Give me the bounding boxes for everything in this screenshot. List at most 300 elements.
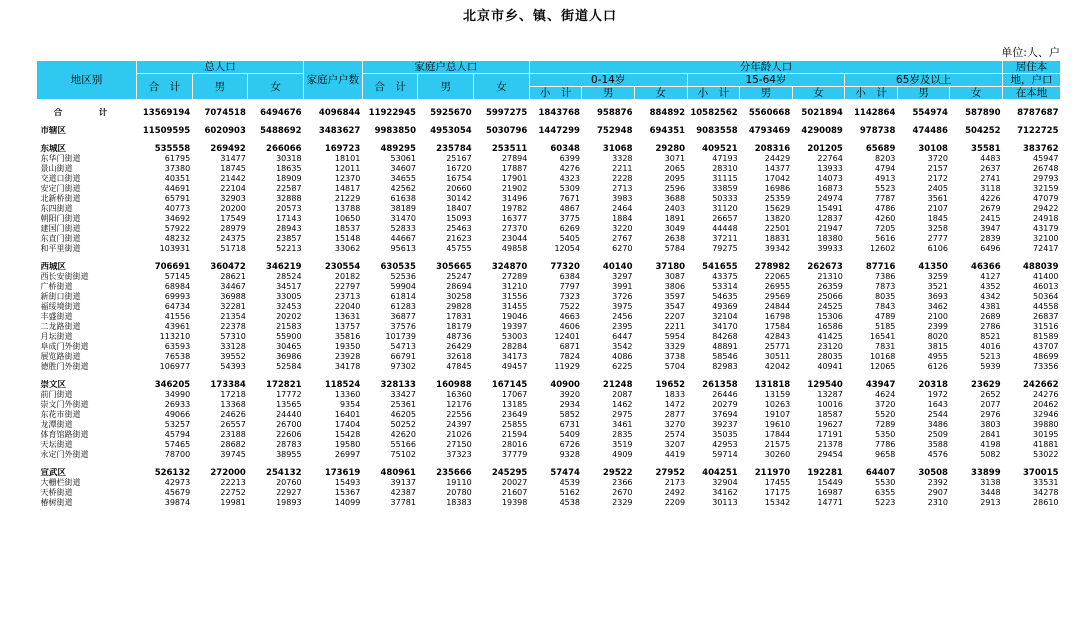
value-cell: 20200 [220,204,246,213]
table-row [37,302,1061,312]
value-cell: 5704 [664,362,686,371]
value-cell: 5309 [559,184,580,193]
header-total: 合 计 [362,74,418,100]
value-cell: 32453 [276,302,302,311]
value-cell: 47193 [712,154,738,163]
value-cell: 87716 [865,262,896,272]
value-cell: 4663 [559,312,580,321]
value-cell: 15428 [334,430,361,439]
value-cell: 26955 [764,282,791,291]
value-cell: 2835 [612,430,633,439]
spacer-row [37,136,1061,144]
value-cell: 32159 [1033,184,1059,193]
value-cell: 41556 [164,312,191,321]
value-cell: 22501 [764,224,791,233]
value-cell: 5185 [875,322,896,331]
value-cell: 14073 [817,174,843,183]
value-cell: 13933 [817,164,843,173]
value-cell: 6270 [612,244,633,253]
value-cell: 59714 [712,450,738,459]
value-cell: 25771 [764,342,791,351]
value-cell: 5021894 [801,108,843,118]
region-name-cell: 东城区 [40,144,67,154]
value-cell: 32281 [220,302,246,311]
table-row [37,272,1061,282]
value-cell: 2310 [927,498,948,507]
value-cell: 19580 [334,440,361,449]
value-cell: 3259 [927,272,948,281]
value-cell: 2713 [612,184,633,193]
value-cell: 6355 [875,488,896,497]
value-cell: 13820 [764,214,791,223]
value-cell: 84268 [712,332,738,341]
value-cell: 3519 [612,440,633,449]
value-cell: 12065 [869,362,896,371]
value-cell: 36988 [220,292,246,301]
value-cell: 42562 [390,184,416,193]
value-cell: 30508 [918,468,948,478]
value-cell: 2095 [664,174,686,183]
spacer-cell [37,118,1061,126]
value-cell: 20660 [446,184,472,193]
value-cell: 2395 [612,322,633,331]
value-cell: 24440 [276,410,302,419]
value-cell: 7323 [559,292,580,301]
value-cell: 211970 [754,468,791,478]
value-cell: 230554 [324,262,361,272]
header-female: 女 [950,87,1003,100]
value-cell: 20279 [712,400,738,409]
value-cell: 2877 [664,410,686,419]
value-cell: 7386 [875,272,896,281]
value-cell: 30260 [764,450,791,459]
value-cell: 17218 [220,390,246,399]
value-cell: 48736 [446,332,472,341]
value-cell: 3806 [664,282,686,291]
value-cell: 21310 [817,272,843,281]
value-cell: 4538 [559,498,580,507]
value-cell: 706691 [154,262,191,272]
value-cell: 2689 [980,312,1001,321]
value-cell: 24844 [764,302,791,311]
value-cell: 23188 [220,430,246,439]
value-cell: 2456 [612,312,633,321]
table-body [37,100,1061,509]
value-cell: 9083558 [696,126,738,136]
value-cell: 324870 [491,262,528,272]
value-cell: 17042 [764,174,791,183]
value-cell: 7843 [875,302,896,311]
value-cell: 5784 [664,244,686,253]
region-name-cell: 西城区 [40,262,67,272]
value-cell: 2839 [980,234,1001,243]
value-cell: 18179 [446,322,472,331]
value-cell: 2913 [980,498,1001,507]
value-cell: 3588 [927,440,948,449]
header-female: 女 [792,87,845,100]
value-cell: 19652 [655,380,686,390]
value-cell: 29522 [602,468,633,478]
value-cell: 3688 [664,194,686,203]
value-cell: 25361 [390,400,416,409]
value-cell: 17887 [501,164,528,173]
value-cell: 4483 [980,154,1001,163]
value-cell: 20760 [276,478,302,487]
value-cell: 53314 [712,282,738,291]
value-cell: 3462 [927,302,948,311]
value-cell: 2679 [980,204,1001,213]
value-cell: 752948 [597,126,633,136]
value-cell: 52833 [390,224,416,233]
value-cell: 23120 [817,342,843,351]
value-cell: 3720 [927,154,948,163]
value-cell: 34162 [712,488,738,497]
value-cell: 22764 [817,154,843,163]
value-cell: 3328 [612,154,633,163]
value-cell: 31455 [501,302,528,311]
value-cell: 7787 [875,194,896,203]
value-cell: 20182 [334,272,361,281]
value-cell: 3983 [612,194,633,203]
value-cell: 82983 [712,362,738,371]
value-cell: 269492 [210,144,246,154]
value-cell: 14099 [334,498,361,507]
value-cell: 28284 [501,342,528,351]
value-cell: 346219 [266,262,302,272]
value-cell: 26700 [276,420,302,429]
value-cell: 2077 [980,400,1001,409]
value-cell: 26446 [712,390,738,399]
value-cell: 4096844 [318,108,361,118]
spacer-cell [37,372,1061,380]
value-cell: 43947 [865,380,896,390]
value-cell: 19397 [501,322,528,331]
region-name-cell: 永定门外街道 [40,450,89,459]
value-cell: 16987 [817,488,843,497]
value-cell: 59904 [390,282,416,291]
value-cell: 45755 [446,244,472,253]
value-cell: 54635 [712,292,738,301]
table-row [37,440,1061,450]
value-cell: 6726 [559,440,580,449]
value-cell: 52584 [276,362,302,371]
value-cell: 2207 [664,312,686,321]
value-cell: 2100 [927,312,948,321]
value-cell: 7671 [559,194,580,203]
value-cell: 2415 [980,214,1001,223]
value-cell: 51718 [220,244,246,253]
value-cell: 31115 [712,174,738,183]
value-cell: 6494676 [260,108,302,118]
value-cell: 2087 [612,390,633,399]
value-cell: 17831 [446,312,472,321]
value-cell: 38955 [276,450,302,459]
value-cell: 19893 [276,498,302,507]
spacer-cell [37,254,1061,262]
value-cell: 65791 [164,194,191,203]
region-name-cell: 景山街道 [40,164,73,173]
header-resident-line2: 地，户口 [1003,74,1061,87]
value-cell: 6225 [612,362,633,371]
value-cell: 488039 [1023,262,1059,272]
value-cell: 47079 [1033,194,1059,203]
table-row [37,352,1061,362]
value-cell: 32904 [712,478,738,487]
value-cell: 22556 [446,410,472,419]
value-cell: 360472 [210,262,246,272]
value-cell: 6020903 [204,126,246,136]
value-cell: 3726 [612,292,633,301]
value-cell: 21378 [817,440,843,449]
value-cell: 57145 [164,272,191,281]
header-female: 女 [635,87,688,100]
value-cell: 21354 [220,312,246,321]
value-cell: 7522 [559,302,580,311]
value-cell: 95613 [390,244,416,253]
value-cell: 13360 [334,390,361,399]
value-cell: 167145 [491,380,528,390]
value-cell: 34655 [390,174,416,183]
value-cell: 44691 [164,184,191,193]
value-cell: 46366 [971,262,1001,272]
value-cell: 535558 [154,144,191,154]
value-cell: 44448 [712,224,738,233]
value-cell: 53257 [164,420,191,429]
value-cell: 4794 [875,164,896,173]
value-cell: 39745 [220,450,246,459]
value-cell: 26657 [712,214,738,223]
value-cell: 1845 [927,214,948,223]
value-cell: 13159 [764,390,791,399]
value-cell: 328133 [380,380,416,390]
value-cell: 28682 [220,440,246,449]
district-row [37,380,1061,390]
value-cell: 31556 [501,292,528,301]
value-cell: 17901 [501,174,528,183]
value-cell: 8521 [980,332,1001,341]
value-cell: 31477 [220,154,246,163]
value-cell: 3270 [664,420,686,429]
value-cell: 5925670 [430,108,472,118]
population-table [36,60,1061,508]
value-cell: 29454 [817,450,843,459]
value-cell: 7122725 [1017,126,1059,136]
value-cell: 66791 [390,352,416,361]
value-cell: 8020 [927,332,948,341]
value-cell: 5530 [875,478,896,487]
value-cell: 103931 [159,244,191,253]
table-row [37,244,1061,254]
value-cell: 21594 [501,430,528,439]
value-cell: 17455 [764,478,791,487]
value-cell: 15342 [764,498,791,507]
value-cell: 61795 [164,154,191,163]
value-cell: 39880 [1033,420,1059,429]
value-cell: 2786 [980,322,1001,331]
value-cell: 24429 [764,154,791,163]
value-cell: 14377 [764,164,791,173]
value-cell: 15493 [334,478,361,487]
value-cell: 45794 [164,430,191,439]
value-cell: 26837 [1033,312,1059,321]
value-cell: 20318 [918,380,948,390]
value-cell: 23629 [971,380,1001,390]
value-cell: 3207 [664,440,686,449]
value-cell: 33062 [334,244,361,253]
value-cell: 21902 [501,184,528,193]
value-cell: 1891 [664,214,686,223]
value-cell: 12837 [817,214,843,223]
value-cell: 24276 [1033,390,1059,399]
table-row [37,322,1061,332]
region-name-cell: 宣武区 [40,468,67,478]
value-cell: 28783 [276,440,302,449]
value-cell: 44667 [390,234,416,243]
value-cell: 173619 [324,468,361,478]
value-cell: 48232 [164,234,191,243]
value-cell: 3486 [927,420,948,429]
region-name-cell: 龙潭街道 [40,420,73,429]
value-cell: 4226 [980,194,1001,203]
value-cell: 53022 [1033,450,1059,459]
value-cell: 1972 [927,390,948,399]
value-cell: 253511 [491,144,528,154]
value-cell: 32618 [446,352,472,361]
value-cell: 32100 [1033,234,1059,243]
value-cell: 69993 [164,292,191,301]
value-cell: 22065 [764,272,791,281]
value-cell: 24974 [817,194,843,203]
value-cell: 32903 [220,194,246,203]
value-cell: 978738 [859,126,896,136]
value-cell: 4909 [612,450,633,459]
value-cell: 474486 [912,126,948,136]
value-cell: 39933 [817,244,843,253]
value-cell: 5520 [875,410,896,419]
value-cell: 11509595 [142,126,191,136]
value-cell: 5939 [980,362,1001,371]
value-cell: 30195 [1033,430,1059,439]
value-cell: 20462 [1033,400,1059,409]
value-cell: 6871 [559,342,580,351]
value-cell: 47845 [446,362,472,371]
value-cell: 4789 [875,312,896,321]
value-cell: 20202 [276,312,302,321]
region-name-cell: 展览路街道 [40,352,81,361]
value-cell: 37781 [390,498,416,507]
value-cell: 10016 [817,400,843,409]
header-age-0-14: 0-14岁 [529,74,687,87]
value-cell: 4606 [559,322,580,331]
value-cell: 5030796 [485,126,528,136]
value-cell: 28035 [817,352,843,361]
region-name-cell: 福绥境街道 [40,302,81,311]
value-cell: 55900 [276,332,302,341]
value-cell: 272000 [210,468,246,478]
value-cell: 16541 [869,332,896,341]
value-cell: 1884 [612,214,633,223]
region-name-cell: 二龙路街道 [40,322,81,331]
region-name-cell: 东华门街道 [40,154,81,163]
value-cell: 23649 [501,410,528,419]
value-cell: 68984 [164,282,191,291]
value-cell: 3597 [664,292,686,301]
value-cell: 19627 [817,420,843,429]
value-cell: 504252 [965,126,1001,136]
value-cell: 261358 [702,380,738,390]
value-cell: 9983850 [374,126,416,136]
region-name-cell: 崇文门外街道 [40,400,89,409]
value-cell: 383762 [1023,144,1059,154]
value-cell: 40351 [164,174,191,183]
value-cell: 15491 [817,204,843,213]
value-cell: 3483627 [318,126,361,136]
value-cell: 31516 [1033,322,1059,331]
value-cell: 3693 [927,292,948,301]
value-cell: 27894 [501,154,528,163]
value-cell: 5082 [980,450,1001,459]
header-total-population: 总人口 [137,61,304,74]
value-cell: 2652 [980,390,1001,399]
value-cell: 75102 [390,450,416,459]
value-cell: 40941 [817,362,843,371]
header-total: 合 计 [137,74,193,100]
value-cell: 25247 [446,272,472,281]
value-cell: 12054 [554,244,580,253]
value-cell: 192281 [807,468,843,478]
value-cell: 52213 [276,244,302,253]
spacer-row [37,372,1061,380]
value-cell: 3720 [875,400,896,409]
value-cell: 39342 [764,244,791,253]
value-cell: 49369 [712,302,738,311]
value-cell: 55166 [390,440,416,449]
value-cell: 19350 [334,342,361,351]
value-cell: 40900 [550,380,580,390]
value-cell: 2211 [612,164,633,173]
value-cell: 278982 [754,262,791,272]
header-subtotal: 小 计 [687,87,740,100]
value-cell: 17191 [817,430,843,439]
value-cell: 694351 [649,126,686,136]
value-cell: 3087 [664,272,686,281]
region-name-cell: 阜成门外街道 [40,342,89,351]
value-cell: 2211 [664,322,686,331]
value-cell: 23857 [276,234,302,243]
value-cell: 21229 [334,194,361,203]
value-cell: 6447 [612,332,633,341]
value-cell: 14817 [334,184,361,193]
value-cell: 20027 [501,478,528,487]
value-cell: 5405 [559,234,580,243]
value-cell: 48699 [1033,352,1059,361]
value-cell: 3803 [980,420,1001,429]
value-cell: 33005 [276,292,302,301]
value-cell: 526132 [154,468,191,478]
value-cell: 2637 [980,164,1001,173]
district-row [37,262,1061,272]
value-cell: 11929 [554,362,580,371]
value-cell: 18909 [276,174,302,183]
value-cell: 22606 [276,430,302,439]
value-cell: 48891 [712,342,738,351]
value-cell: 4198 [980,440,1001,449]
value-cell: 36986 [276,352,302,361]
value-cell: 29280 [655,144,686,154]
value-cell: 3297 [612,272,633,281]
value-cell: 32104 [712,312,738,321]
value-cell: 489295 [380,144,416,154]
